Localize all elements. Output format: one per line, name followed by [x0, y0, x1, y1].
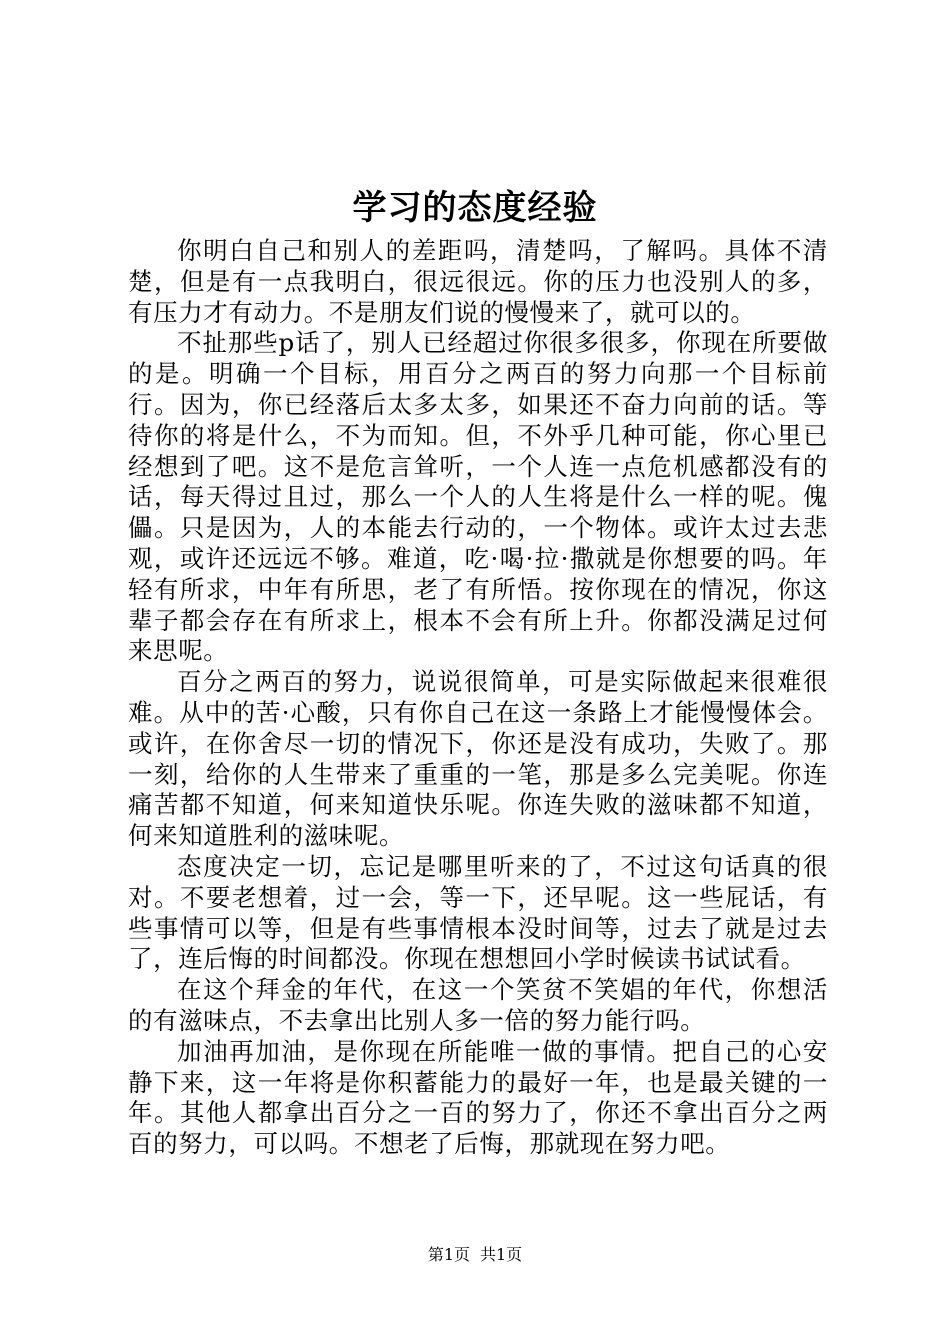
page-title: 学习的态度经验: [352, 188, 598, 228]
paragraph-2: 不扯那些p话了，别人已经超过你很多很多，你现在所要做的是。明确一个目标，用百分之两百的努力向那一个目标前行。因为，你已经落后太多太多，如果还不奋力向前的话。等待你的将是什么，不为而知。但，不外乎几种可能，你心里已经想到了吧。这不是危言耸听，一个人连一点危机感都没有的话，每天得过且过，那么一个人的人生将是什么一样的呢。傀儡。只是因为，人的本能去行动的，一个物体。或许太过去悲观，或许还远远不够。难道，吃·喝·拉·撒就是你想要的吗。年轻有所求，中年有所思，老了有所悟。按你现在的情况，你这辈子都会存在有所求上，根本不会有所上升。你都没满足过何来思呢。: [128, 328, 828, 666]
page-total: 共1页: [480, 1245, 523, 1264]
page-number: 第1页: [427, 1245, 470, 1264]
paragraph-5: 在这个拜金的年代，在这一个笑贫不笑娼的年代，你想活的有滋味点，不去拿出比别人多一倍的努力能行吗。: [128, 975, 828, 1035]
paragraph-6: 加油再加油，是你现在所能唯一做的事情。把自己的心安静下来，这一年将是你积蓄能力的最好一年，也是最关键的一年。其他人都拿出百分之一百的努力了，你还不拿出百分之两百的努力，可以吗。不想老了后悔，那就现在努力吧。: [128, 1036, 828, 1159]
paragraph-4: 态度决定一切，忘记是哪里听来的了，不过这句话真的很对。不要老想着，过一会，等一下，还早呢。这一些屁话，有些事情可以等，但是有些事情根本没时间等，过去了就是过去了，连后悔的时间都没。你现在想想回小学时候读书试试看。: [128, 851, 828, 974]
page-footer: [0, 1244, 950, 1266]
document-body: [128, 236, 828, 1160]
paragraph-3: 百分之两百的努力，说说很简单，可是实际做起来很难很难。从中的苦·心酸，只有你自己在这一条路上才能慢慢体会。或许，在你舍尽一切的情况下，你还是没有成功，失败了。那一刻，给你的人生带来了重重的一笔，那是多么完美呢。你连痛苦都不知道，何来知道快乐呢。你连失败的滋味都不知道，何来知道胜利的滋味呢。: [128, 667, 828, 851]
paragraph-1: 你明白自己和别人的差距吗，清楚吗，了解吗。具体不清楚，但是有一点我明白，很远很远。你的压力也没别人的多，有压力才有动力。不是朋友们说的慢慢来了，就可以的。: [128, 236, 828, 327]
